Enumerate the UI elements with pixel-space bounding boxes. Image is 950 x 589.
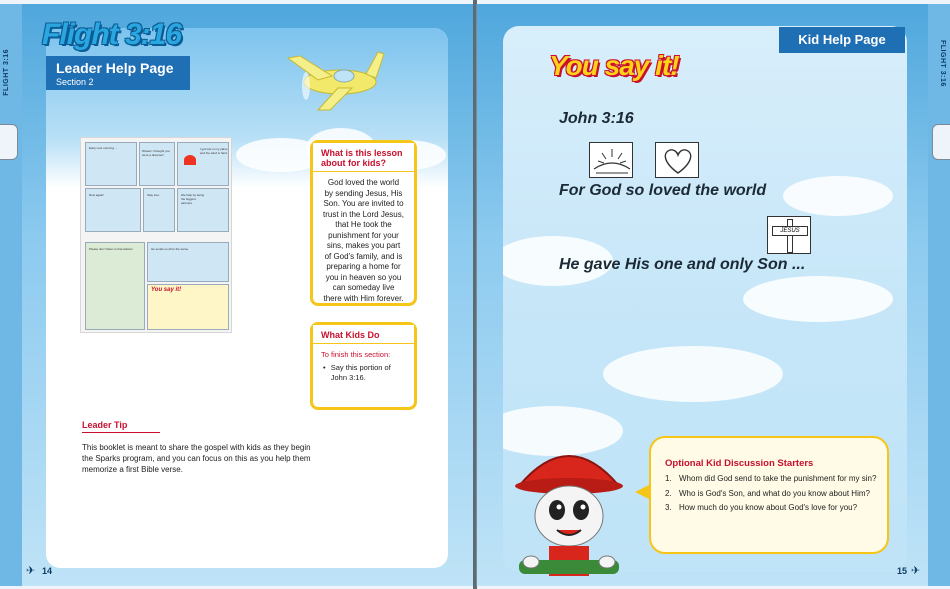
comic-thumbnail (80, 137, 232, 333)
kid-help-tab: Kid Help Page (779, 27, 905, 53)
kid-help-page (476, 4, 950, 586)
world-symbol-icon (589, 142, 633, 178)
leader-help-page (0, 4, 474, 586)
discussion-item-text: Whom did God send to take the punishment for my sin? (679, 474, 877, 483)
right-tab-notch (932, 124, 950, 160)
comic-panel (143, 188, 175, 232)
discussion-item (665, 489, 881, 500)
lesson-about-title: What is this lesson about for kids? (313, 143, 414, 172)
comic-bubble: He sends us all to the same. (151, 247, 189, 251)
bubble-pointer (635, 484, 651, 500)
verse-line-2: He gave His one and only Son ... (559, 256, 806, 273)
discussion-item (665, 474, 881, 485)
comic-panel (139, 142, 175, 186)
leader-help-header (46, 56, 190, 90)
what-kids-do-subtitle: To finish this section: (321, 350, 391, 359)
cloud-shape (783, 176, 893, 216)
cross-vertical (787, 219, 793, 253)
heart-symbol-icon (655, 142, 699, 178)
what-kids-do-body (313, 344, 414, 389)
plane-icon: ✈ (911, 565, 921, 577)
discussion-item (665, 503, 881, 514)
leader-tip-divider (82, 432, 160, 433)
comic-panel (85, 188, 141, 232)
flight-316-logo: Flight 3:16 (42, 18, 182, 51)
leader-tip-body: This booklet is meant to share the gospel with kids as they begin the Sparks program, and you can focus on this as you help them memorize a first Bible verse. (82, 443, 311, 474)
lesson-about-box (310, 140, 417, 306)
discussion-item-number: 1. (665, 474, 672, 483)
comic-mini-title: You say it! (151, 287, 182, 293)
verse-reference: John 3:16 (559, 110, 634, 127)
right-side-strip (928, 4, 950, 586)
discussion-item-text: Who is God's Son, and what do you know about Him? (679, 488, 870, 498)
leader-tip-title: Leader Tip (82, 420, 128, 430)
page-number-left: 14 (42, 566, 53, 576)
comic-bubble: I got lost in my plane and the wind is hard. (200, 147, 228, 155)
discussion-item-text: How much do you know about God's love for you? (679, 503, 858, 512)
comic-bubble: Stay true. (147, 193, 160, 197)
comic-panel (177, 188, 229, 232)
bullet-text: Say this portion of John 3:16. (330, 363, 391, 382)
cloud-shape (743, 276, 893, 322)
comic-bubble: Wowie! I thought you were a dreamer! (142, 149, 170, 157)
what-kids-do-title: What Kids Do (313, 325, 414, 344)
left-side-label: FLIGHT 3:16 (3, 49, 10, 96)
left-side-strip (0, 4, 22, 586)
left-tab-notch (0, 124, 18, 160)
discussion-list (665, 474, 881, 518)
lesson-about-body: God loved the world by sending Jesus, His Son. You are invited to trust in the Lord Jesus, that He took the punishment for your sins, makes you part of God's family, and is preparing a home for you in heaven so you can someday live there with Him forever. (323, 178, 404, 303)
header-subtitle: Section 2 (56, 77, 94, 87)
right-side-label: FLIGHT 3:16 (939, 40, 946, 87)
comic-bubble: We help by being the biggest partners. (181, 193, 205, 205)
character-red-hat (184, 155, 196, 165)
comic-bubble: Please don't listen to that advice! (89, 247, 133, 251)
bullet-dot-icon: • (323, 363, 326, 372)
comic-panel (147, 284, 229, 330)
what-kids-do-bullet (321, 363, 406, 383)
comic-panel (147, 242, 229, 282)
page-number-right: 15 (897, 566, 908, 576)
airplane-illustration (278, 44, 388, 114)
comic-panel (85, 242, 145, 330)
verse-line-1: For God so loved the world (559, 182, 767, 199)
you-say-it-title: You say it! (549, 50, 679, 81)
header-title: Leader Help Page (56, 60, 174, 76)
discussion-starters-bubble (649, 436, 889, 554)
mascot-character (509, 436, 629, 576)
comic-bubble: Early next morning ... (89, 146, 118, 150)
cloud-shape (603, 346, 783, 402)
comic-bubble: Now again! (89, 193, 105, 197)
discussion-item-number: 3. (665, 503, 672, 512)
discussion-item-number: 2. (665, 488, 672, 498)
what-kids-do-box (310, 322, 417, 410)
comic-panel (85, 142, 137, 186)
comic-panel (177, 142, 229, 186)
jesus-sign: JESUS (772, 226, 808, 236)
jesus-cross-symbol-icon (767, 216, 811, 254)
plane-icon: ✈ (26, 565, 36, 577)
discussion-title: Optional Kid Discussion Starters (665, 458, 814, 469)
